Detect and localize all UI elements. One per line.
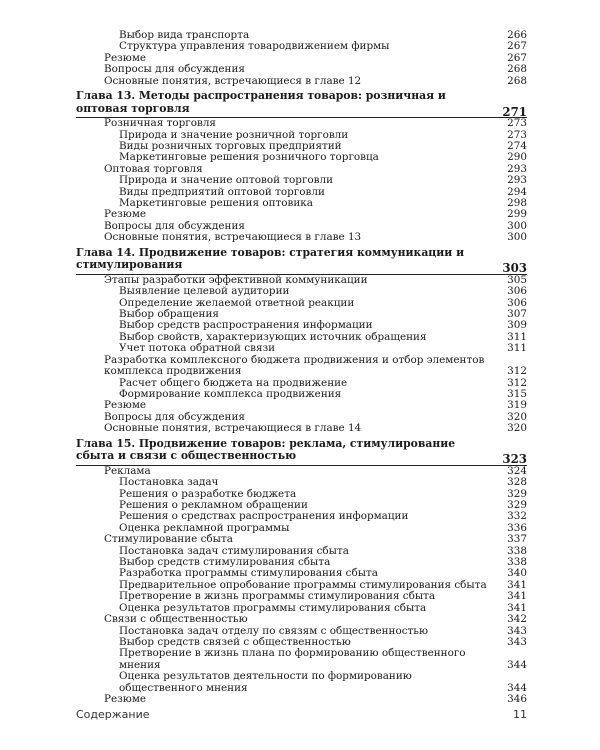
toc-entry-title: Основные понятия, встречающиеся в главе 14 — [104, 422, 362, 435]
toc-entry-page: 311 — [507, 342, 527, 355]
toc-entry-page: 341 — [507, 601, 527, 614]
toc-entry-page: 306 — [507, 285, 527, 298]
footer-title: Содержание — [76, 708, 150, 721]
toc-entry-page: 338 — [507, 544, 527, 557]
toc-entry-title: Маркетинговые решения оптовика — [119, 197, 313, 210]
toc-entry-page: 344 — [507, 681, 527, 694]
toc-entry-page: 300 — [507, 219, 527, 232]
toc-entry-title: Выбор свойств, характеризующих источник обращения — [119, 330, 427, 343]
toc-entry-title: Формирование комплекса продвижения — [119, 387, 342, 400]
toc-chapter — [76, 247, 527, 275]
toc-entry-title: Природа и значение оптовой торговли — [119, 174, 334, 187]
toc-entry-page: 268 — [507, 63, 527, 76]
toc-entry — [76, 614, 527, 625]
toc-entry-title: Оптовая торговля — [104, 162, 203, 175]
toc-entry-page: 329 — [507, 498, 527, 511]
toc-entry-title: Маркетинговые решения розничного торговца — [119, 151, 379, 164]
toc-entry-page: 319 — [507, 399, 527, 412]
toc-entry-page: 299 — [507, 208, 527, 221]
toc-entry-title: Глава 13. Методы распространения товаров: розничная и оптовая торговля — [76, 89, 446, 115]
toc-entry-title: Предварительное опробование программы стимулирования сбыта — [119, 578, 487, 591]
toc-entry-page: 324 — [507, 464, 527, 477]
toc-entry-page: 309 — [507, 319, 527, 332]
toc-entry — [76, 591, 527, 602]
toc-entry-page: 343 — [507, 635, 527, 648]
toc-entry-title: Природа и значение розничной торговли — [119, 128, 349, 141]
toc-entry-title: Резюме — [104, 51, 147, 64]
toc-entry-page: 312 — [507, 376, 527, 389]
toc-entry-title: Розничная торговля — [104, 117, 216, 130]
toc-entry-page: 303 — [502, 261, 527, 276]
toc-entry-title: Основные понятия, встречающиеся в главе 13 — [104, 231, 362, 244]
toc-entry-title: Стимулирование сбыта — [104, 533, 233, 546]
toc-entry-page: 306 — [507, 296, 527, 309]
page-number: 11 — [513, 708, 527, 721]
toc-entry-page: 312 — [507, 365, 527, 378]
toc-entry — [76, 175, 527, 186]
toc-entry-page: 293 — [507, 162, 527, 175]
toc-entry — [76, 286, 527, 297]
toc-entry-title: Основные понятия, встречающиеся в главе 12 — [104, 74, 362, 87]
toc-entry-title: Этапы разработки эффективной коммуникации — [104, 273, 368, 286]
toc-entry-page: 332 — [507, 510, 527, 523]
toc-entry-title: Структура управления товародвижением фирмы — [119, 40, 390, 53]
toc-entry-page: 266 — [507, 29, 527, 41]
toc-entry-page: 342 — [507, 613, 527, 626]
toc-entry-page: 267 — [507, 40, 527, 53]
toc-entry-page: 274 — [507, 139, 527, 152]
toc-entry-title: Оценка рекламной программы — [119, 521, 290, 534]
toc-entry-page: 320 — [507, 410, 527, 423]
toc-entry-page: 341 — [507, 578, 527, 591]
toc-entry-title: Решения о рекламном обращении — [119, 498, 308, 511]
toc-entry — [76, 694, 527, 705]
toc-entry-title: Оценка результатов программы стимулирования сбыта — [119, 601, 427, 614]
toc-entry — [76, 423, 527, 434]
toc-entry-title: Выбор обращения — [119, 308, 219, 321]
toc-entry-title: Глава 15. Продвижение товаров: реклама, стимулирование сбыта и связи с общественностью — [76, 436, 456, 463]
toc-entry-title: Выбор вида транспорта — [119, 29, 250, 41]
toc-chapter — [76, 438, 527, 466]
toc-entry-page: 341 — [507, 590, 527, 603]
toc-entry-title: Реклама — [104, 464, 151, 477]
toc-entry — [76, 648, 527, 671]
toc-entry-title: Резюме — [104, 693, 147, 706]
toc-entry — [76, 477, 527, 488]
table-of-contents — [76, 30, 527, 706]
toc-entry-title: Виды розничных торговых предприятий — [119, 139, 342, 152]
toc-entry-page: 344 — [507, 658, 527, 671]
toc-entry-page: 329 — [507, 487, 527, 500]
toc-entry-page: 294 — [507, 185, 527, 198]
toc-entry-title: Решения о разработке бюджета — [119, 487, 297, 500]
toc-entry-title: Вопросы для обсуждения — [104, 63, 245, 76]
toc-entry-page: 315 — [507, 387, 527, 400]
toc-entry-title: Расчет общего бюджета на продвижение — [119, 376, 348, 389]
toc-entry-page: 336 — [507, 521, 527, 534]
toc-entry-page: 290 — [507, 151, 527, 164]
toc-entry-page: 323 — [502, 452, 527, 467]
toc-entry-title: Связи с общественностью — [104, 613, 248, 626]
toc-entry-page: 268 — [507, 74, 527, 87]
toc-entry-page: 273 — [507, 117, 527, 130]
toc-entry-title: Постановка задач стимулирования сбыта — [119, 544, 349, 557]
toc-entry-title: Определение желаемой ответной реакции — [119, 296, 355, 309]
toc-entry-page: 320 — [507, 422, 527, 435]
toc-entry-title: Претворение в жизнь плана по формированию общественного мнения — [119, 647, 466, 671]
toc-entry-title: Выбор средств стимулирования сбыта — [119, 556, 331, 569]
toc-entry-title: Глава 14. Продвижение товаров: стратегия коммуникации и стимулирования — [76, 245, 465, 272]
toc-entry-page: 305 — [507, 273, 527, 286]
toc-entry-page: 300 — [507, 231, 527, 244]
page-footer — [76, 708, 527, 721]
toc-entry-page: 267 — [507, 51, 527, 64]
toc-entry-title: Учет потока обратной связи — [119, 342, 276, 355]
toc-entry — [76, 671, 527, 694]
toc-entry-page: 307 — [507, 308, 527, 321]
toc-entry-title: Резюме — [104, 208, 147, 221]
toc-entry-page: 271 — [502, 104, 527, 119]
toc-entry-title: Решения о средствах распространения информации — [119, 510, 409, 523]
toc-entry-title: Разработка комплексного бюджета продвижения и отбор элементов комплекса продвижения — [104, 353, 485, 378]
toc-entry-title: Разработка программы стимулирования сбыта — [119, 567, 378, 580]
toc-entry — [76, 343, 527, 354]
toc-entry-page: 340 — [507, 567, 527, 580]
toc-entry-page: 337 — [507, 533, 527, 546]
toc-entry-page: 298 — [507, 197, 527, 210]
toc-entry-title: Постановка задач отделу по связям с общественностью — [119, 624, 428, 637]
toc-entry-title: Оценка результатов деятельности по формированию общественного мнения — [119, 670, 412, 694]
toc-entry — [76, 534, 527, 545]
toc-entry — [76, 355, 527, 378]
toc-entry-page: 343 — [507, 624, 527, 637]
toc-entry-page: 311 — [507, 330, 527, 343]
toc-entry-title: Постановка задач — [119, 476, 219, 489]
toc-entry — [76, 76, 527, 87]
toc-entry-title: Выявление целевой аудитории — [119, 285, 290, 298]
toc-entry — [76, 118, 527, 129]
toc-entry-title: Вопросы для обсуждения — [104, 410, 245, 423]
toc-entry-page: 273 — [507, 128, 527, 141]
toc-entry-title: Вопросы для обсуждения — [104, 219, 245, 232]
toc-chapter — [76, 90, 527, 118]
toc-entry-page: 328 — [507, 476, 527, 489]
toc-entry-title: Претворение в жизнь программы стимулирования сбыта — [119, 590, 436, 603]
toc-entry — [76, 64, 527, 75]
toc-entry-title: Выбор средств связей с общественностью — [119, 635, 351, 648]
toc-entry-page: 293 — [507, 174, 527, 187]
toc-entry-title: Виды предприятий оптовой торговли — [119, 185, 325, 198]
toc-entry-title: Выбор средств распространения информации — [119, 319, 373, 332]
toc-entry-title: Резюме — [104, 399, 147, 412]
toc-entry-page: 346 — [507, 693, 527, 706]
toc-entry-page: 338 — [507, 556, 527, 569]
toc-entry — [76, 232, 527, 243]
